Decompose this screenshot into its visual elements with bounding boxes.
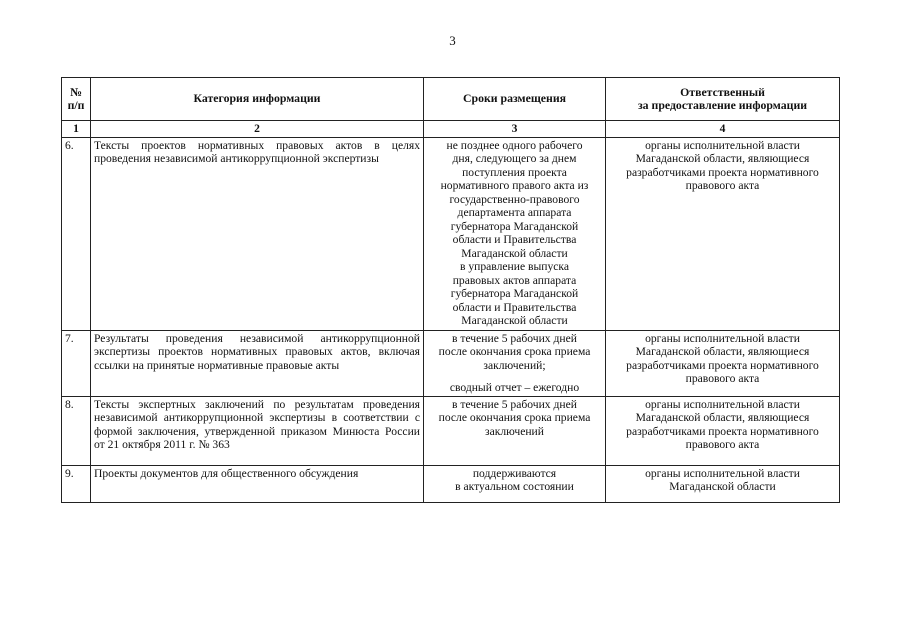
header-num: № п/п: [62, 78, 91, 121]
row-category: Тексты проектов нормативных правовых актов в целях проведения независимой антикоррупционной экспертизы: [91, 137, 424, 330]
row-number: 8.: [62, 396, 91, 465]
table-row: [62, 465, 840, 502]
row-number: 9.: [62, 465, 91, 502]
row-deadline: в течение 5 рабочих дней после окончания срока приема заключений: [424, 396, 606, 465]
header-deadline: Сроки размещения: [424, 78, 606, 121]
row-deadline-summary: сводный отчет – ежегодно: [449, 381, 580, 394]
row-category: Результаты проведения независимой антикоррупционной экспертизы проектов нормативных правовых актов, включая ссылки на принятые нормативные правовые акты: [91, 330, 424, 396]
row-number: 6.: [62, 137, 91, 330]
table-row: [62, 137, 840, 330]
column-index-row: [62, 121, 840, 138]
information-table: [61, 77, 840, 503]
header-category: Категория информации: [91, 78, 424, 121]
table-row: [62, 330, 840, 396]
row-deadline: не позднее одного рабочего дня, следующего за днем поступления проекта нормативного правого акта из государственно-правового департамента аппарата губернатора Магаданской области и Правительства Магаданской области в управление выпуска правовых актов аппарата губернатора Магаданской области и Правительства Магаданской области: [424, 137, 606, 330]
row-category: Тексты экспертных заключений по результатам проведения независимой антикоррупционной экспертизы в соответствии с формой заключения, утвержденной приказом Минюста России от 21 октября 2011 г. № 363: [91, 396, 424, 465]
column-index-4: 4: [606, 121, 840, 138]
column-index-1: 1: [62, 121, 91, 138]
row-responsible: органы исполнительной власти Магаданской области, являющиеся разработчиками проекта нормативного правового акта: [606, 137, 840, 330]
table-row: [62, 396, 840, 465]
column-index-3: 3: [424, 121, 606, 138]
row-responsible: органы исполнительной власти Магаданской области, являющиеся разработчиками проекта нормативного правового акта: [606, 396, 840, 465]
row-number: 7.: [62, 330, 91, 396]
page-number: 3: [449, 33, 456, 48]
row-deadline-cell: [424, 330, 606, 396]
table-header-row: [62, 78, 840, 121]
row-responsible: органы исполнительной власти Магаданской области, являющиеся разработчиками проекта нормативного правового акта: [606, 330, 840, 396]
row-responsible: органы исполнительной власти Магаданской области: [606, 465, 840, 502]
row-deadline: поддерживаются в актуальном состоянии: [424, 465, 606, 502]
column-index-2: 2: [91, 121, 424, 138]
row-category: Проекты документов для общественного обсуждения: [91, 465, 424, 502]
header-responsible: Ответственный за предоставление информации: [606, 78, 840, 121]
row-deadline: в течение 5 рабочих дней после окончания срока приема заключений;: [438, 331, 591, 372]
